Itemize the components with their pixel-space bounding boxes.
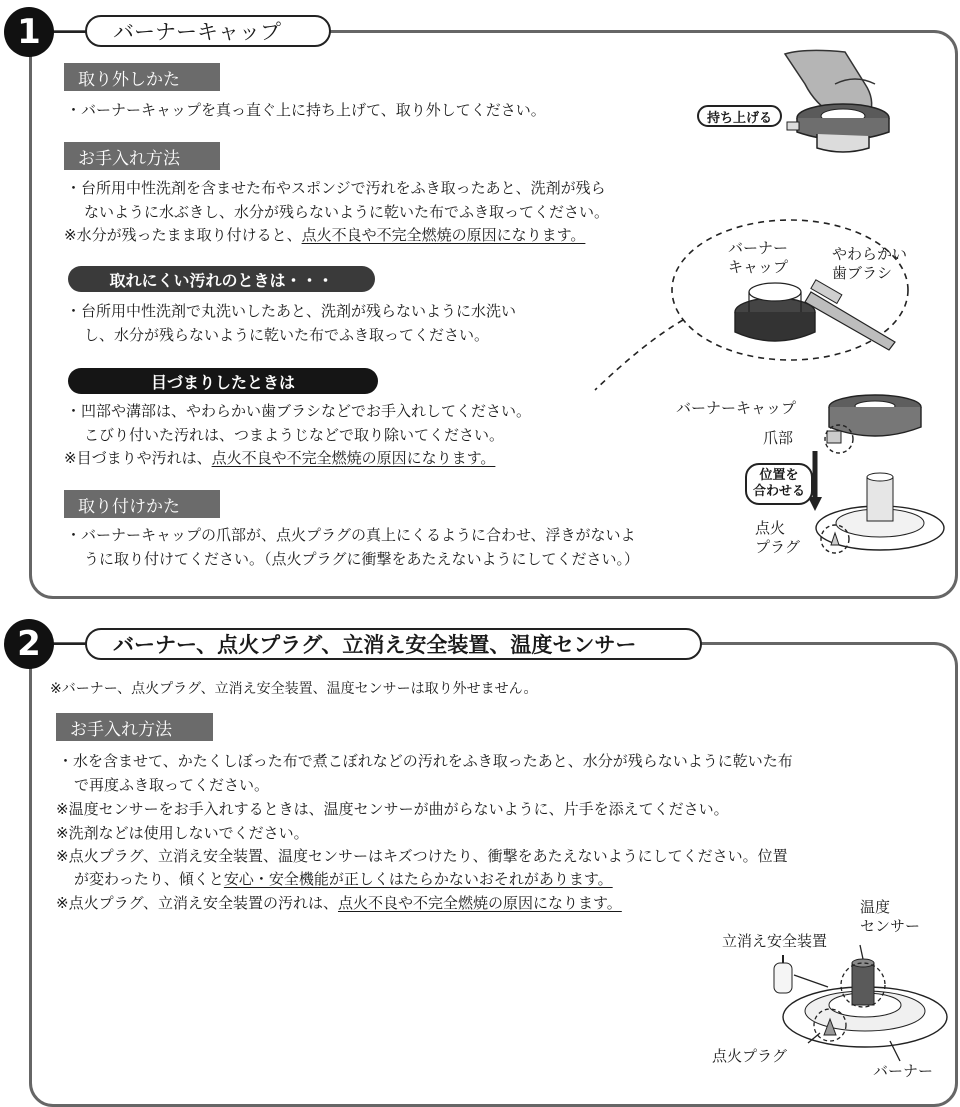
claw-label: 爪部 [763,429,794,447]
plug-label-2: プラグ [755,538,801,556]
sensor-label-2: センサー [860,917,921,935]
bubble-cap-label-1: バーナー [728,239,789,257]
burner-label: バーナー [873,1062,934,1080]
clogged-text-line1: ・凹部や溝部は、やわらかい歯ブラシなどでお手入れしてください。 [66,402,532,420]
removal-text: ・バーナーキャップを真っ直ぐ上に持ち上げて、取り外してください。 [66,101,546,119]
cap-alignment-illustration [805,393,955,568]
section2-title: バーナー、点火プラグ、立消え安全装置、温度センサー [85,628,702,660]
care-note [64,224,585,247]
care2-note3-warning: 安心・安全機能が正しくはたらかないおそれがあります。 [223,870,613,888]
install-text-line1: ・バーナーキャップの爪部が、点火プラグの真上にくるように合わせ、浮きがないよ [66,526,636,544]
lift-label: 持ち上げる [697,105,782,127]
care2-note3-line1: ※点火プラグ、立消え安全装置、温度センサーはキズつけたり、衝撃をあたえないようにしてください。位置 [56,847,788,865]
care2-note3-prefix: が変わったり、傾くと [74,870,224,888]
safety-device-label: 立消え安全装置 [722,932,828,950]
care2-note1: ※温度センサーをお手入れするときは、温度センサーが曲がらないように、片手を添えてください。 [56,800,729,818]
stubborn-text-line2: し、水分が残らないように乾いた布でふき取ってください。 [84,326,490,344]
cleaning-bubble-illustration [585,222,855,412]
stubborn-heading: 取れにくい汚れのときは・・・ [68,266,375,292]
care2-note4-prefix: ※点火プラグ、立消え安全装置の汚れは、 [56,894,338,912]
care-text-line2: ないように水ぶきし、水分が残らないように乾いた布でふき取ってください。 [84,203,610,221]
hand-lifting-cap-illustration [775,44,960,164]
care2-note4 [56,892,622,915]
section1-number-badge: 1 [4,7,54,57]
clogged-note [64,447,495,470]
care-heading: お手入れ方法 [64,142,220,170]
section2-top-note: ※バーナー、点火プラグ、立消え安全装置、温度センサーは取り外せません。 [50,681,538,697]
section1-title: バーナーキャップ [85,15,331,47]
align-label-line2: 合わせる [753,484,806,499]
care2-text-line1: ・水を含ませて、かたくしぼった布で煮こぼれなどの汚れをふき取ったあと、水分が残らないように乾いた布 [58,752,793,770]
care-note-warning: 点火不良や不完全燃焼の原因になります。 [301,226,586,244]
care2-note2: ※洗剤などは使用しないでください。 [56,824,309,842]
care2-note3-line2 [74,868,613,891]
bubble-brush-label-2: 歯ブラシ [832,264,893,282]
care-note-prefix: ※水分が残ったまま取り付けると、 [64,226,302,244]
care-text-line1: ・台所用中性洗剤を含ませた布やスポンジで汚れをふき取ったあと、洗剤が残ら [66,179,606,197]
clogged-note-warning: 点火不良や不完全燃焼の原因になります。 [211,449,496,467]
align-label-line1: 位置を [759,468,799,483]
install-text-line2: うに取り付けてください。（点火プラグに衝撃をあたえないようにしてください。） [84,550,640,568]
removal-heading: 取り外しかた [64,63,220,91]
care2-text-line2: で再度ふき取ってください。 [74,776,270,794]
stubborn-text-line1: ・台所用中性洗剤で丸洗いしたあと、洗剤が残らないように水洗い [66,302,517,320]
care2-heading: お手入れ方法 [56,713,213,741]
burner-assembly-illustration [760,945,950,1075]
section2-number-badge: 2 [4,619,54,669]
cap-label: バーナーキャップ [676,399,797,417]
care2-note4-warning: 点火不良や不完全燃焼の原因になります。 [337,894,622,912]
clogged-note-prefix: ※目づまりや汚れは、 [64,449,212,467]
install-heading: 取り付けかた [64,490,220,518]
bubble-brush-label-1: やわらかい [832,245,908,263]
ignition-plug-label: 点火プラグ [712,1047,788,1065]
clogged-heading: 目づまりしたときは [68,368,378,394]
clogged-text-line2: こびり付いた汚れは、つまようじなどで取り除いてください。 [84,426,505,444]
bubble-cap-label-2: キャップ [728,258,789,276]
align-label [745,463,813,505]
sensor-label-1: 温度 [860,898,891,916]
plug-label-1: 点火 [755,519,786,537]
